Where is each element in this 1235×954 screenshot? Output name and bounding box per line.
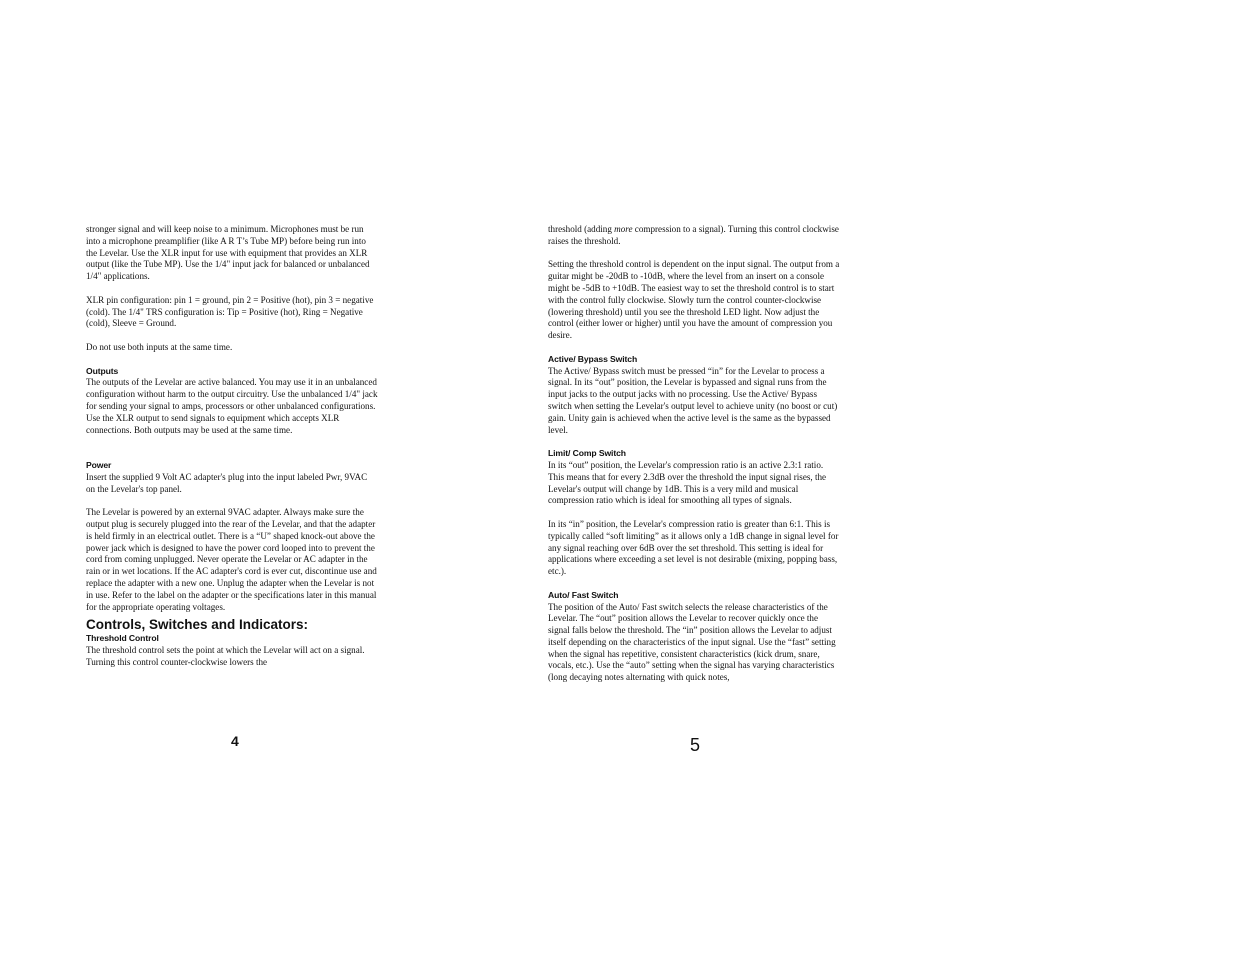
paragraph-input-warning: Do not use both inputs at the same time. xyxy=(86,341,233,352)
paragraph-limit-comp-2: In its “in” position, the Levelar's compression ratio is greater than 6:1. This is typically called “soft limiting” as it allows only a 1dB change in signal level for any signal reaching over 6dB over the set threshold. This setting is ideal for applications where exceeding a set level is not desirable (mixing, popping bass, etc.). xyxy=(548,518,839,577)
heading-limit-comp: Limit/ Comp Switch xyxy=(548,448,626,459)
left-page-column xyxy=(86,224,378,669)
page-number-left: 4 xyxy=(231,733,239,749)
heading-active-bypass: Active/ Bypass Switch xyxy=(548,353,638,364)
heading-outputs: Outputs xyxy=(86,365,119,376)
threshold-text-emphasis: more xyxy=(614,224,633,234)
threshold-text-end: compression to a signal). Turning this control clockwise raises the threshold. xyxy=(548,224,839,246)
paragraph-threshold-setting: Setting the threshold control is dependent on the input signal. The output from a guitar might be -20dB to -10dB, where the level from an insert on a console might be -5dB to +10dB. The easiest way to set the threshold control is to start with the control fully clockwise. Slowly turn the control counter-clockwise (lowering threshold) until you see the threshold LED light. Now adjust the control (either lower or higher) until you have the amount of compression you desire. xyxy=(548,259,840,341)
right-page-column xyxy=(548,224,840,684)
paragraph-outputs: The outputs of the Levelar are active balanced. You may use it in an unbalanced configuration without harm to the output circuitry. Use the unbalanced 1/4" jack for sending your signal to amps, processors or other unbalanced configurations. Use the XLR output to send signals to equipment which accepts XLR connections. Both outputs may be used at the same time. xyxy=(86,377,378,435)
paragraph-power-1: Insert the supplied 9 Volt AC adapter's plug into the input labeled Pwr, 9VAC on the Levelar's top panel. xyxy=(86,471,368,494)
page-number-right: 5 xyxy=(690,735,701,755)
paragraph-power-2: The Levelar is powered by an external 9VAC adapter. Always make sure the output plug is securely plugged into the rear of the Levelar, and that the adapter is held firmly in an electrical outlet. There is a “U” shaped knock-out above the power jack which is designed to have the power cord looped into to prevent the cord from coming unplugged. Never operate the Levelar or AC adapter in the rain or in wet locations. If the AC adapter's cord is ever cut, discontinue use and replace the adapter with a new one. Unplug the adapter when the Levelar is not in use. Refer to the label on the adapter or the specifications later in this manual for the appropriate operating voltages. xyxy=(86,507,377,612)
heading-controls: Controls, Switches and Indicators: xyxy=(86,617,309,633)
heading-threshold-control: Threshold Control xyxy=(86,633,159,644)
paragraph-threshold-continued xyxy=(548,224,840,248)
paragraph-auto-fast: The position of the Auto/ Fast switch selects the release characteristics of the Levelar. The “out” position allows the Levelar to recover quickly once the signal falls below the threshold. The “in” position allows the Levelar to adjust itself depending on the characteristics of the input signal. Use the “fast” setting when the signal has repetitive, consistent characteristics (kick drum, snare, vocals, etc.). Use the “auto” setting when the signal has varying characteristics (long decaying notes alternating with quick notes, xyxy=(548,601,836,683)
paragraph-active-bypass: The Active/ Bypass switch must be pressed “in” for the Levelar to process a signal. In its “out” position, the Levelar is bypassed and signal runs from the input jacks to the output jacks with no processing. Use the Active/ Bypass switch when setting the Levelar's output level to achieve unity (no boost or cut) gain. Unity gain is achieved when the active level is the same as the bypassed level. xyxy=(548,365,838,435)
heading-power: Power xyxy=(86,459,112,470)
paragraph-threshold: The threshold control sets the point at which the Levelar will act on a signal. Turning this control counter-clockwise lowers the xyxy=(86,645,365,667)
paragraph-xlr-pin-config: XLR pin configuration: pin 1 = ground, pin 2 = Positive (hot), pin 3 = negative (cold). The 1/4" TRS configuration is: Tip = Positive (hot), Ring = Negative (cold), Sleeve = Ground. xyxy=(86,294,374,329)
paragraph-inputs-continued: stronger signal and will keep noise to a minimum. Microphones must be run into a microphone preamplifier (like A R T’s Tube MP) before being run into the Levelar. Use the XLR input for use with equipment that provides an XLR output (like the Tube MP). Use the 1/4" input jack for balanced or unbalanced 1/4" applications. xyxy=(86,224,370,282)
heading-auto-fast: Auto/ Fast Switch xyxy=(548,589,619,600)
paragraph-limit-comp-1: In its “out” position, the Levelar's compression ratio is an active 2.3:1 ratio. This means that for every 2.3dB over the threshold the input signal rises, the Levelar's output will change by 1dB. This is a very mild and musical compression ratio which is ideal for smoothing all types of signals. xyxy=(548,459,827,506)
threshold-text-start: threshold (adding xyxy=(548,224,615,234)
